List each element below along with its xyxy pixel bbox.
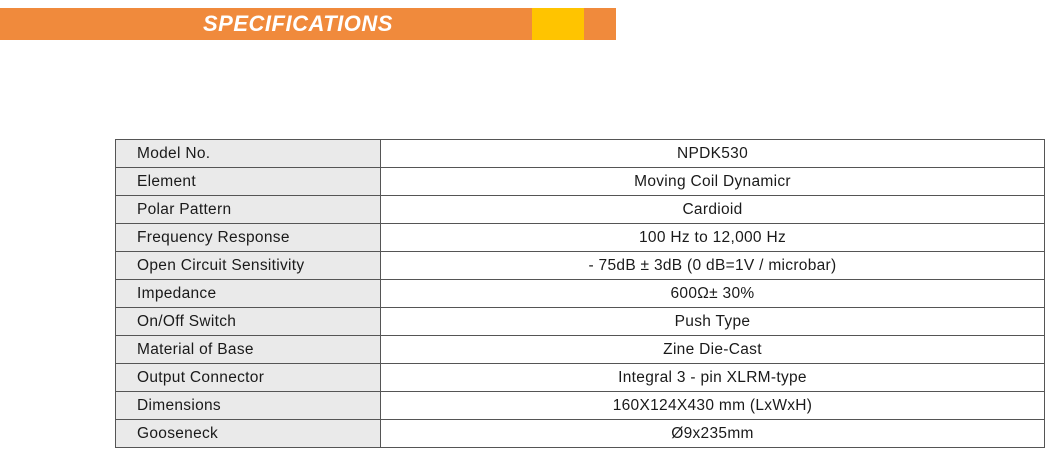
spec-label: Dimensions: [116, 392, 381, 420]
spec-label: Polar Pattern: [116, 196, 381, 224]
table-row: [116, 364, 1045, 392]
spec-label: Frequency Response: [116, 224, 381, 252]
spec-label: Impedance: [116, 280, 381, 308]
spec-value: Ø9x235mm: [381, 420, 1045, 448]
spec-value: Zine Die-Cast: [381, 336, 1045, 364]
section-header-banner: [0, 8, 616, 40]
spec-value: Push Type: [381, 308, 1045, 336]
spec-value: Integral 3 - pin XLRM-type: [381, 364, 1045, 392]
specifications-table: [115, 139, 1045, 448]
table-row: [116, 224, 1045, 252]
spec-value: Moving Coil Dynamicr: [381, 168, 1045, 196]
spec-label: On/Off Switch: [116, 308, 381, 336]
table-row: [116, 168, 1045, 196]
banner-accent-block: [532, 8, 584, 40]
spec-value: 160X124X430 mm (LxWxH): [381, 392, 1045, 420]
spec-value: 100 Hz to 12,000 Hz: [381, 224, 1045, 252]
table-row: [116, 308, 1045, 336]
table-row: [116, 252, 1045, 280]
table-row: [116, 392, 1045, 420]
section-title: SPECIFICATIONS: [203, 11, 393, 36]
spec-value: NPDK530: [381, 140, 1045, 168]
spec-label: Model No.: [116, 140, 381, 168]
spec-label: Element: [116, 168, 381, 196]
spec-value: 600Ω± 30%: [381, 280, 1045, 308]
table-row: [116, 336, 1045, 364]
table-row: [116, 140, 1045, 168]
spec-label: Gooseneck: [116, 420, 381, 448]
table-row: [116, 280, 1045, 308]
table-row: [116, 420, 1045, 448]
spec-label: Material of Base: [116, 336, 381, 364]
spec-value: Cardioid: [381, 196, 1045, 224]
spec-label: Output Connector: [116, 364, 381, 392]
table-row: [116, 196, 1045, 224]
spec-value: - 75dB ± 3dB (0 dB=1V / microbar): [381, 252, 1045, 280]
spec-label: Open Circuit Sensitivity: [116, 252, 381, 280]
